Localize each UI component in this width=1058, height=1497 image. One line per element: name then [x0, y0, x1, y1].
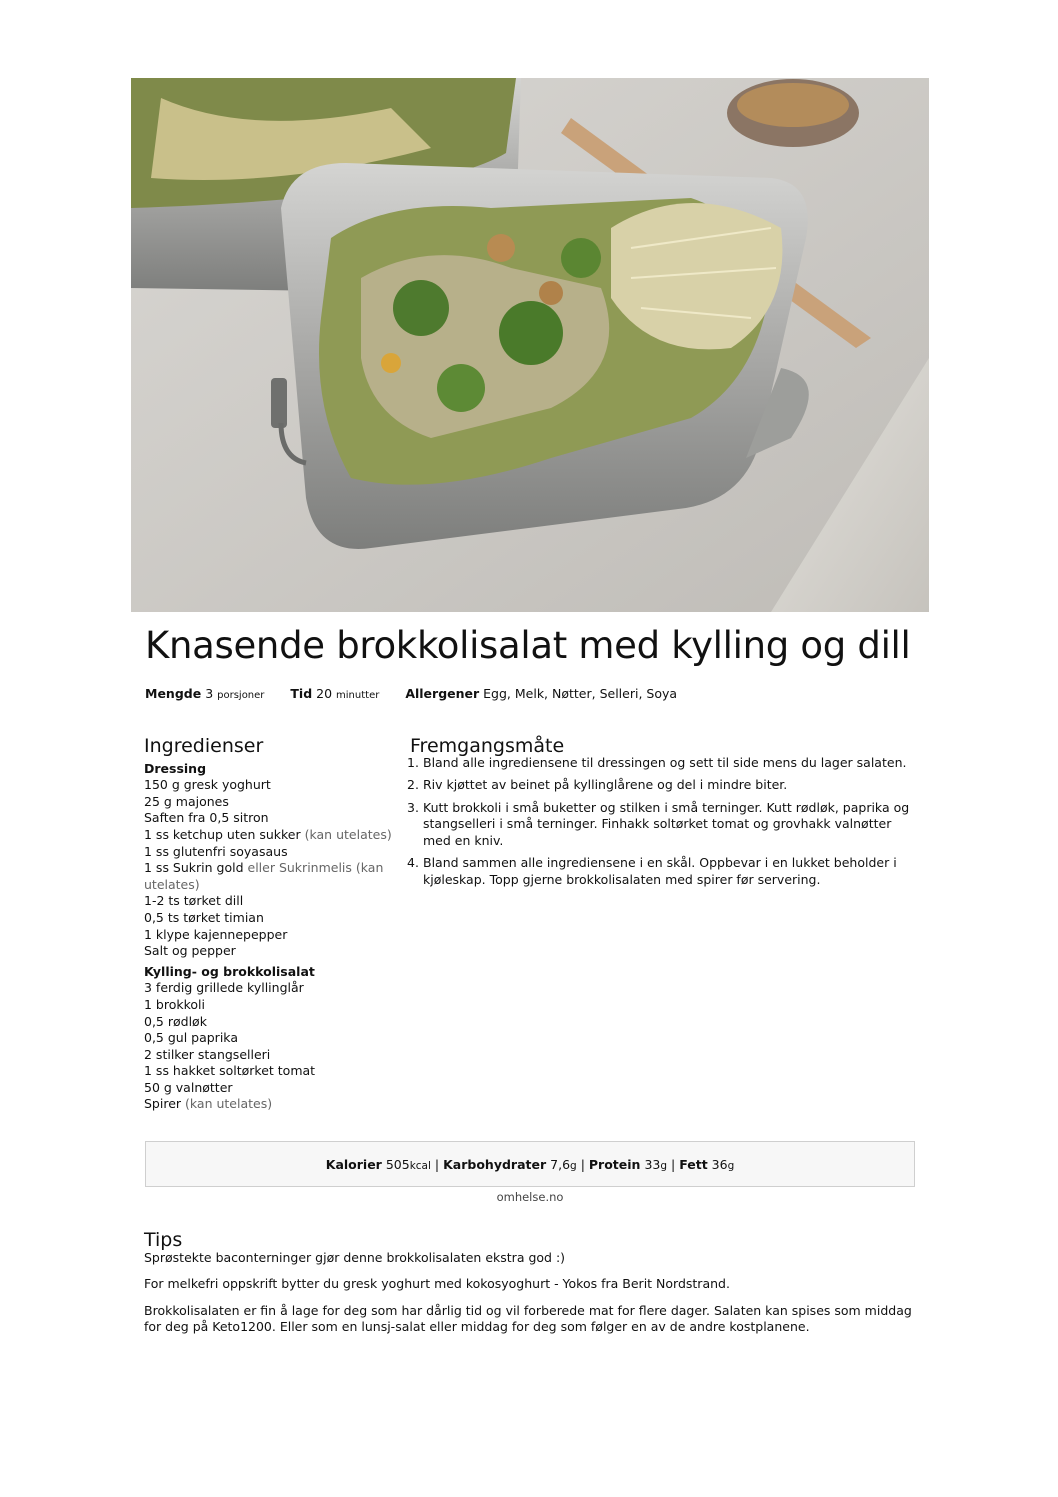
- ingredient-item: [144, 1063, 394, 1080]
- tips-paragraphs: [144, 1250, 914, 1336]
- method-steps: [407, 754, 910, 889]
- amount-unit: porsjoner: [217, 690, 265, 701]
- ingredient-note: eller Sukrinmelis (kan utelates): [144, 860, 384, 892]
- protein-value: 33: [644, 1156, 661, 1172]
- calories-unit: kcal: [409, 1159, 431, 1172]
- tip-paragraph: For melkefri oppskrift bytter du gresk yoghurt med kokosyoghurt - Yokos fra Berit Nordstrand.: [144, 1276, 730, 1291]
- nutrition-box: [145, 1141, 915, 1187]
- tip-paragraph: Sprøstekte baconterninger gjør denne brokkolisalaten ekstra god :): [144, 1249, 566, 1265]
- method-heading: Fremgangsmåte: [410, 735, 565, 757]
- method-step: [407, 855, 910, 888]
- ingredient-group: [144, 964, 394, 1113]
- step-number: 4.: [407, 855, 419, 870]
- ingredient-group-title: Dressing: [144, 760, 207, 776]
- ingredient-item: [144, 910, 394, 927]
- fat-value: 36: [711, 1156, 728, 1172]
- ingredient-item: [144, 997, 394, 1014]
- time-unit: minutter: [336, 690, 380, 701]
- step-number: 1.: [407, 754, 419, 770]
- amount-label: Mengde: [145, 686, 202, 701]
- carbs-unit: g: [570, 1159, 577, 1172]
- ingredient-item: [144, 1014, 394, 1031]
- tips-heading: Tips: [144, 1229, 183, 1251]
- step-number: 2.: [407, 777, 419, 792]
- ingredient-item: [144, 1080, 394, 1097]
- separator: |: [580, 1156, 585, 1172]
- ingredient-text: 3 ferdig grillede kyllinglår: [144, 980, 304, 996]
- step-text: Bland alle ingrediensene til dressingen og sett til side mens du lager salaten.: [423, 754, 907, 770]
- allergens-value: Egg, Melk, Nøtter, Selleri, Soya: [483, 686, 678, 701]
- step-text: Kutt brokkoli i små buketter og stilken i små terninger. Kutt rødløk, paprika og stangselleri i små terninger. Finhakk soltørket tomat og grovhakk valnøtter med en kniv.: [423, 799, 910, 848]
- ingredients-section: [144, 735, 394, 1113]
- ingredient-text: 0,5 gul paprika: [144, 1030, 238, 1046]
- ingredient-note: (kan utelates): [185, 1096, 273, 1112]
- ingredient-item: [144, 1096, 394, 1113]
- recipe-photo: [131, 78, 929, 612]
- time-value: 20: [316, 686, 333, 701]
- ingredient-text: 2 stilker stangselleri: [144, 1046, 271, 1062]
- ingredient-item: [144, 980, 394, 997]
- method-section: [407, 735, 910, 894]
- ingredient-text: 1 klype kajennepepper: [144, 926, 288, 942]
- ingredient-text: 0,5 ts tørket timian: [144, 909, 264, 925]
- ingredient-text: 1 ss glutenfri soyasaus: [144, 843, 288, 859]
- separator: |: [434, 1156, 440, 1172]
- separator: |: [671, 1156, 676, 1172]
- fat-unit: g: [727, 1159, 735, 1172]
- ingredients-heading: Ingredienser: [144, 735, 264, 757]
- recipe-meta: [145, 686, 677, 701]
- ingredient-text: 1 ss hakket soltørket tomat: [144, 1063, 316, 1079]
- ingredient-group-title: Kylling- og brokkolisalat: [144, 963, 315, 979]
- step-number: 3.: [407, 799, 419, 815]
- method-step: [407, 777, 910, 794]
- ingredient-groups: [144, 761, 394, 1113]
- ingredient-text: 0,5 rødløk: [144, 1013, 207, 1029]
- tip-paragraph: Brokkolisalaten er fin å lage for deg som har dårlig tid og vil forberede mat for flere dager. Salaten kan spises som middag for deg på Keto1200. Eller som en lunsj-salat eller middag for deg som følger en av de andre kostplanene.: [144, 1302, 912, 1334]
- ingredient-text: 1 ss ketchup uten sukker: [144, 826, 301, 842]
- ingredient-item: [144, 844, 394, 861]
- ingredient-text: 150 g gresk yoghurt: [144, 777, 271, 793]
- ingredient-text: 25 g majones: [144, 793, 229, 809]
- ingredient-item: [144, 1047, 394, 1064]
- ingredient-text: 1 ss Sukrin gold: [144, 860, 244, 876]
- ingredient-note: (kan utelates): [304, 826, 392, 842]
- step-text: Bland sammen alle ingrediensene i en skål. Oppbevar i en lukket beholder i kjøleskap. Topp gjerne brokkolisalaten med spirer før servering.: [423, 855, 897, 887]
- carbs-label: Karbohydrater: [443, 1156, 547, 1172]
- protein-label: Protein: [588, 1156, 641, 1172]
- ingredient-item: [144, 827, 394, 844]
- calories-label: Kalorier: [325, 1156, 382, 1172]
- site-name: omhelse.no: [496, 1190, 564, 1204]
- salad-lunchbox-image: [131, 78, 929, 612]
- ingredient-item: [144, 927, 394, 944]
- ingredient-item: [144, 794, 394, 811]
- ingredient-text: 1-2 ts tørket dill: [144, 893, 244, 909]
- ingredient-item: [144, 777, 394, 794]
- ingredient-text: Spirer: [144, 1096, 182, 1112]
- ingredient-text: Salt og pepper: [144, 943, 236, 959]
- ingredient-group: [144, 761, 394, 960]
- carbs-value: 7,6: [550, 1156, 571, 1172]
- step-text: Riv kjøttet av beinet på kyllinglårene og del i mindre biter.: [423, 777, 788, 792]
- ingredient-item: [144, 943, 394, 960]
- time-label: Tid: [290, 686, 313, 701]
- ingredient-text: Saften fra 0,5 sitron: [144, 810, 269, 826]
- recipe-title: Knasende brokkolisalat med kylling og dill: [145, 624, 911, 667]
- protein-unit: g: [660, 1159, 668, 1172]
- ingredient-item: [144, 810, 394, 827]
- method-step: [407, 754, 910, 772]
- tips-section: [144, 1229, 914, 1346]
- ingredient-text: 1 brokkoli: [144, 996, 205, 1012]
- ingredient-item: [144, 1030, 394, 1047]
- allergens-label: Allergener: [405, 686, 480, 701]
- fat-label: Fett: [679, 1156, 708, 1172]
- ingredient-item: [144, 860, 394, 893]
- ingredient-item: [144, 893, 394, 910]
- calories-value: 505: [385, 1156, 410, 1172]
- amount-value: 3: [205, 686, 214, 701]
- ingredient-text: 50 g valnøtter: [144, 1079, 233, 1095]
- method-step: [407, 799, 910, 850]
